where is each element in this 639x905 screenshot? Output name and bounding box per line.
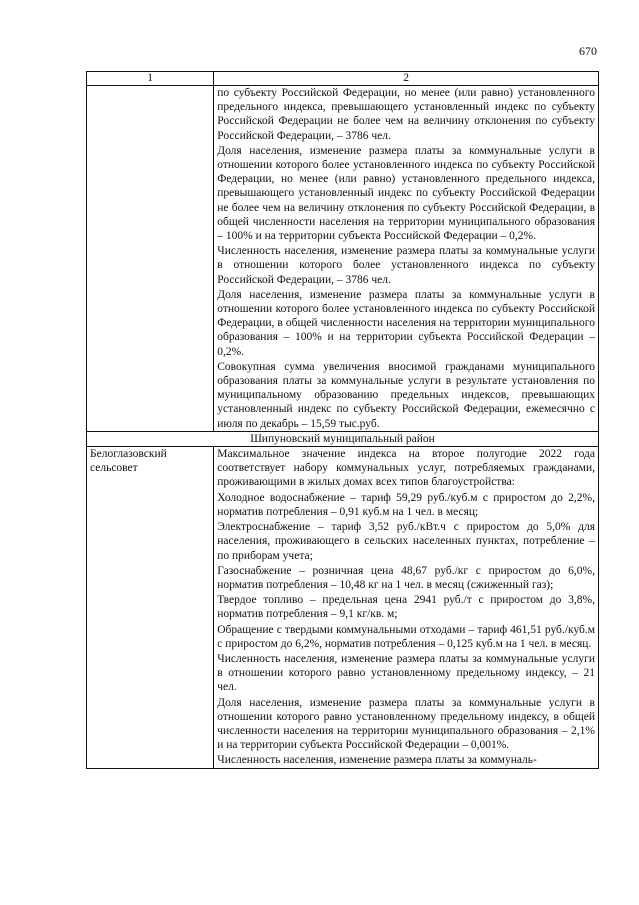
paragraph: Доля населения, изменение размера платы за коммунальные услуги в отношении которого более установленного индекса по субъекту Российской Федерации, но менее (или равно) установленного предельного индекса, превышающего установленный индекс по субъекту Российской Федерации не более чем на величину отклонения по субъекту Российской Федерации, в общей численности населения на территории муниципального образования – 100% и на территории субъекта Российской Федерации – 0,2%. xyxy=(217,144,595,243)
paragraph: Газоснабжение – розничная цена 48,67 руб./кг с приростом до 6,0%, норматив потребления – 10,48 кг на 1 чел. в месяц (сжиженный газ); xyxy=(217,564,595,591)
column-header-2: 2 xyxy=(214,72,599,86)
paragraph: Численность населения, изменение размера платы за коммунальные услуги в отношении которого более установленного индекса по субъекту Российской Федерации, – 3786 чел. xyxy=(217,245,595,286)
page-number: 670 xyxy=(579,44,597,58)
paragraph: Численность населения, изменение размера платы за коммунальные услуги в отношении которого равно установленному предельному индексу, – 21 чел. xyxy=(217,652,595,694)
paragraph: по субъекту Российской Федерации, но менее (или равно) установленного предельного индекса, превышающего установленный индекс по субъекту Российской Федерации не более чем на величину отклонения по субъекту Российской Федерации, – 3786 чел. xyxy=(217,87,595,142)
paragraph: Совокупная сумма увеличения вносимой гражданами муниципального образования платы за коммунальные услуги в результате установления по муниципальному образованию предельных индексов, превышающих установленный индекс по субъекту Российской Федерации, ежемесячно с июля по декабрь – 15,59 тыс.руб. xyxy=(217,360,595,430)
paragraph: Твердое топливо – предельная цена 2941 руб./т с приростом до 3,8%, норматив потребления – 9,1 кг/кв. м; xyxy=(217,594,595,621)
section-title: Шипуновский муниципальный район xyxy=(87,431,599,446)
table-row xyxy=(87,447,599,768)
paragraph: Доля населения, изменение размера платы за коммунальные услуги в отношении которого равно установленному предельному индексу, в общей численности населения на территории муниципального образования – 2,1% и на территории субъекта Российской Федерации – 0,001%. xyxy=(217,696,595,752)
paragraph: Доля населения, изменение размера платы за коммунальные услуги в отношении которого более установленного индекса по субъекту Российской Федерации, в общей численности населения на территории муниципального образования – 100% и на территории субъекта Российской Федерации – 0,2%. xyxy=(217,288,595,358)
column-header-1: 1 xyxy=(87,72,214,86)
municipality-name: Белоглазовский сельсовет xyxy=(87,447,214,768)
section-header-row xyxy=(87,431,599,446)
paragraph: Максимальное значение индекса на второе полугодие 2022 года соответствует набору коммунальных услуг, потребляемых гражданами, проживающими в жилых домах всех типов благоустройства: xyxy=(217,448,595,489)
paragraph: Обращение с твердыми коммунальными отходами – тариф 461,51 руб./куб.м с приростом до 6,2%, норматив потребления – 0,125 куб.м на 1 чел. в месяц. xyxy=(217,623,595,650)
table-cell-continuation xyxy=(214,86,599,432)
table-cell-empty xyxy=(87,86,214,432)
table-header-row xyxy=(87,72,599,86)
document-table xyxy=(86,71,599,769)
table-cell-details xyxy=(214,447,599,768)
paragraph: Холодное водоснабжение – тариф 59,29 руб./куб.м с приростом до 2,2%, норматив потребления – 0,91 куб.м на 1 чел. в месяц; xyxy=(217,491,595,518)
paragraph: Численность населения, изменение размера платы за коммуналь- xyxy=(217,754,537,767)
table-row xyxy=(87,86,599,432)
paragraph: Электроснабжение – тариф 3,52 руб./кВт.ч с приростом до 5,0% для населения, проживающего в сельских населенных пунктах, потребление – по приборам учета; xyxy=(217,521,595,562)
